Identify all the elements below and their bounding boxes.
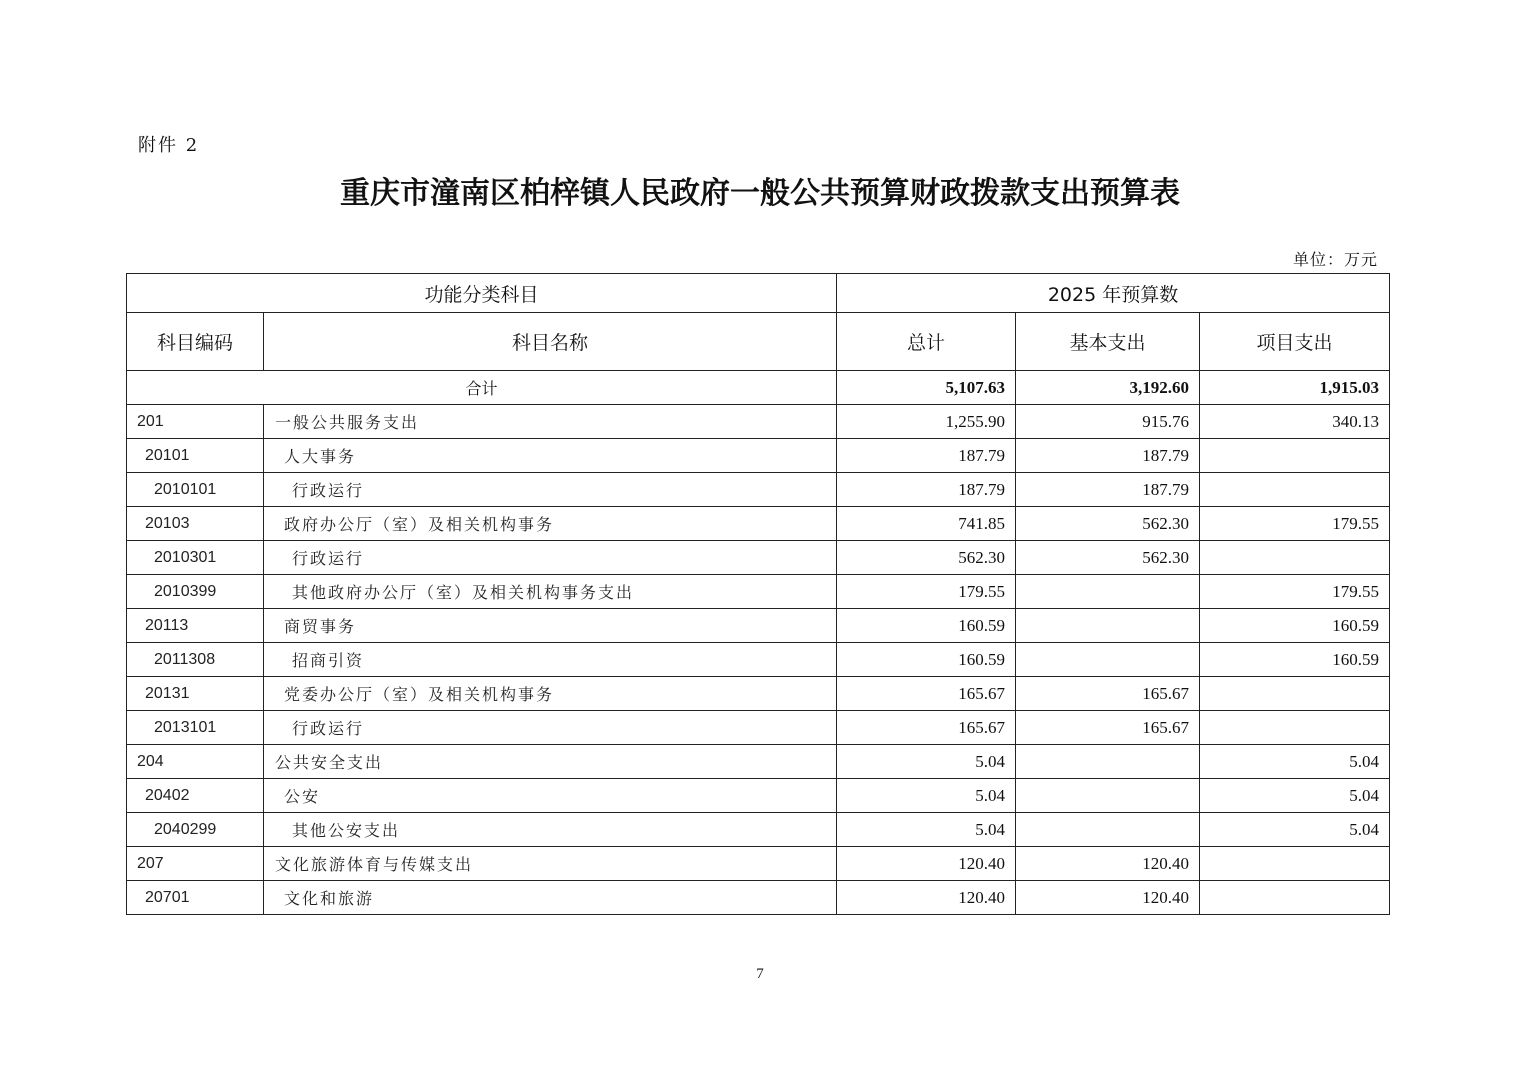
unit-label: 单位：万元 — [1292, 250, 1378, 269]
row-code: 2010399 — [127, 575, 264, 609]
row-project: 160.59 — [1200, 643, 1390, 677]
row-name: 行政运行 — [264, 541, 837, 575]
document-title: 重庆市潼南区柏梓镇人民政府一般公共预算财政拨款支出预算表 — [340, 176, 1180, 211]
header-row-2 — [127, 313, 1390, 371]
row-name: 公共安全支出 — [264, 745, 837, 779]
row-name: 政府办公厅（室）及相关机构事务 — [264, 507, 837, 541]
row-code: 2010301 — [127, 541, 264, 575]
row-total: 120.40 — [837, 881, 1016, 915]
row-basic: 915.76 — [1016, 405, 1200, 439]
row-name: 其他政府办公厅（室）及相关机构事务支出 — [264, 575, 837, 609]
table-row — [127, 473, 1390, 507]
header-name: 科目名称 — [264, 313, 837, 371]
row-basic: 187.79 — [1016, 473, 1200, 507]
header-code: 科目编码 — [127, 313, 264, 371]
row-total: 187.79 — [837, 439, 1016, 473]
row-total: 5.04 — [837, 745, 1016, 779]
row-name: 人大事务 — [264, 439, 837, 473]
row-basic — [1016, 813, 1200, 847]
row-total: 165.67 — [837, 677, 1016, 711]
row-project: 5.04 — [1200, 745, 1390, 779]
row-name: 文化旅游体育与传媒支出 — [264, 847, 837, 881]
table-row — [127, 779, 1390, 813]
row-code: 2013101 — [127, 711, 264, 745]
row-total: 165.67 — [837, 711, 1016, 745]
row-basic — [1016, 609, 1200, 643]
budget-table — [126, 273, 1390, 915]
table-row — [127, 439, 1390, 473]
row-code: 20701 — [127, 881, 264, 915]
row-code: 207 — [127, 847, 264, 881]
header-row-1 — [127, 274, 1390, 313]
row-code: 2040299 — [127, 813, 264, 847]
table-row — [127, 745, 1390, 779]
total-label: 合计 — [127, 371, 837, 405]
row-name: 行政运行 — [264, 473, 837, 507]
row-project: 179.55 — [1200, 575, 1390, 609]
table-row — [127, 541, 1390, 575]
row-code: 20402 — [127, 779, 264, 813]
row-project — [1200, 473, 1390, 507]
row-total: 1,255.90 — [837, 405, 1016, 439]
row-code: 20103 — [127, 507, 264, 541]
row-basic: 120.40 — [1016, 847, 1200, 881]
header-function-category: 功能分类科目 — [127, 274, 837, 313]
row-basic — [1016, 745, 1200, 779]
total-project: 1,915.03 — [1200, 371, 1390, 405]
table-row — [127, 711, 1390, 745]
table-row — [127, 643, 1390, 677]
row-basic: 165.67 — [1016, 677, 1200, 711]
total-row — [127, 371, 1390, 405]
table-row — [127, 813, 1390, 847]
row-project: 160.59 — [1200, 609, 1390, 643]
row-total: 120.40 — [837, 847, 1016, 881]
row-total: 187.79 — [837, 473, 1016, 507]
row-project — [1200, 677, 1390, 711]
row-project — [1200, 541, 1390, 575]
row-code: 201 — [127, 405, 264, 439]
table-row — [127, 847, 1390, 881]
header-project: 项目支出 — [1200, 313, 1390, 371]
row-basic: 120.40 — [1016, 881, 1200, 915]
header-total: 总计 — [837, 313, 1016, 371]
row-name: 行政运行 — [264, 711, 837, 745]
table-row — [127, 609, 1390, 643]
row-total: 741.85 — [837, 507, 1016, 541]
total-total: 5,107.63 — [837, 371, 1016, 405]
row-name: 党委办公厅（室）及相关机构事务 — [264, 677, 837, 711]
row-project — [1200, 439, 1390, 473]
table-row — [127, 881, 1390, 915]
row-project — [1200, 847, 1390, 881]
row-basic: 562.30 — [1016, 541, 1200, 575]
row-basic — [1016, 779, 1200, 813]
row-code: 20101 — [127, 439, 264, 473]
row-name: 商贸事务 — [264, 609, 837, 643]
table-row — [127, 575, 1390, 609]
row-code: 2011308 — [127, 643, 264, 677]
header-budget-year: 2025 年预算数 — [837, 274, 1390, 313]
row-code: 20131 — [127, 677, 264, 711]
row-basic — [1016, 643, 1200, 677]
row-name: 招商引资 — [264, 643, 837, 677]
row-code: 204 — [127, 745, 264, 779]
row-project: 340.13 — [1200, 405, 1390, 439]
row-project: 179.55 — [1200, 507, 1390, 541]
row-total: 562.30 — [837, 541, 1016, 575]
row-name: 文化和旅游 — [264, 881, 837, 915]
row-project: 5.04 — [1200, 813, 1390, 847]
row-basic: 165.67 — [1016, 711, 1200, 745]
row-total: 5.04 — [837, 813, 1016, 847]
table-row — [127, 405, 1390, 439]
row-code: 20113 — [127, 609, 264, 643]
row-project — [1200, 881, 1390, 915]
row-basic — [1016, 575, 1200, 609]
row-project: 5.04 — [1200, 779, 1390, 813]
header-basic: 基本支出 — [1016, 313, 1200, 371]
row-name: 公安 — [264, 779, 837, 813]
row-code: 2010101 — [127, 473, 264, 507]
row-name: 一般公共服务支出 — [264, 405, 837, 439]
attachment-label: 附件 2 — [138, 135, 200, 156]
row-total: 179.55 — [837, 575, 1016, 609]
row-total: 160.59 — [837, 609, 1016, 643]
table-row — [127, 507, 1390, 541]
row-total: 160.59 — [837, 643, 1016, 677]
row-name: 其他公安支出 — [264, 813, 837, 847]
row-project — [1200, 711, 1390, 745]
total-basic: 3,192.60 — [1016, 371, 1200, 405]
row-basic: 562.30 — [1016, 507, 1200, 541]
page-number: 7 — [756, 966, 764, 982]
table-body — [127, 371, 1390, 915]
table-row — [127, 677, 1390, 711]
row-basic: 187.79 — [1016, 439, 1200, 473]
row-total: 5.04 — [837, 779, 1016, 813]
